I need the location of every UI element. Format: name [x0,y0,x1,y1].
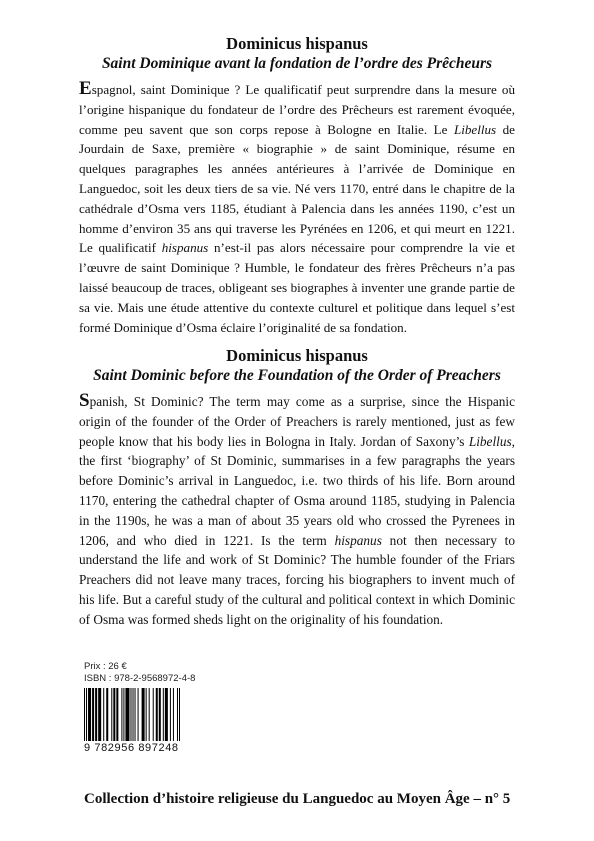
barcode-bar [135,688,136,744]
summary-text-run: panish, St Dominic? The term may come as a surprise, since the Hispanic origin of the founder of the Order of Preachers is rarely mentioned, just as few people know that his body lies in Bologna in Italy. Jordan of Saxony’s [79,394,515,449]
barcode-bar [130,688,131,744]
barcode-digits: 9 782956 897248 [84,741,184,754]
barcode-bar [86,688,87,744]
barcode-bar [159,688,161,744]
barcode-bar [170,688,171,744]
italic-term: hispanus [334,532,382,548]
price-isbn-block [84,661,195,685]
barcode-bar [165,688,168,744]
english-drop-cap: S [79,390,90,411]
barcode-bar [173,688,174,744]
barcode-bar [116,688,118,744]
barcode-bar [92,688,94,744]
barcode-bar [179,688,180,744]
summary-text-run: n’est-il pas alors nécessaire pour comprendre la vie et l’œuvre de saint Dominique ? Humble, le fondateur des frères Prêcheurs n’a pas laissé beaucoup de traces, obligeant ses biographes à inventer une grande partie de sa vie. Mais une étude attentive du contexte culturel et politique dans lequel s’est formé Dominique d’Osma éclaire l’originalité de sa fondation. [79,240,515,335]
barcode-bar [106,688,108,744]
barcode-bar [84,688,85,744]
barcode-bar [103,688,104,744]
barcode-bar [153,688,154,744]
barcode-bar [123,688,124,744]
barcode-bar [121,688,122,744]
english-title: Dominicus hispanus [226,346,368,365]
summary-text-run: , the first ‘biography’ of St Dominic, summarises in a few paragraphs the years before Dominic’s arrival in Languedoc, i.e. two thirds of his life. Born around 1170, entering the cathedral chapter of Osma around 1185, studying in Palencia in the 1190s, he was a man of about 35 years old who crossed the Pyrenees in 1206, and who died in 1221. Is the term [79,433,515,548]
summary-text-run: not then necessary to understand the life and work of St Dominic? The humble founder of the Friars Preachers did not leave many traces, forcing his biographers to invent much of his life. But a careful study of the cultural and political context in which Dominic of Osma was formed sheds light on the originality of his foundation. [79,532,515,627]
barcode-bar [177,688,178,744]
barcode-bar [163,688,164,744]
french-subtitle: Saint Dominique avant la fondation de l’ordre des Prêcheurs [101,55,493,72]
french-summary-section [79,34,515,337]
italic-term: Libellus [468,433,512,449]
barcode-bar [125,688,129,744]
english-summary-text [79,392,515,630]
barcode-bar [146,688,147,744]
barcode-bar [133,688,134,744]
barcode-bar [113,688,115,744]
collection-title: Collection d’histoire religieuse du Languedoc au Moyen Âge – n° 5 [84,791,511,807]
barcode-bar [156,688,158,744]
barcode-bar [142,688,145,744]
isbn-label: ISBN : 978-2-9568972-4-8 [84,673,196,684]
summary-text-run: de Jourdain de Saxe, première « biographie » de saint Dominique, résume en quelques paragraphes les années antérieures à l’arrivée de Dominique en Languedoc, soit les deux tiers de sa vie. Né vers 1170, entré dans le chapitre de la cathédrale d’Osma vers 1185, étudiant à Palencia dans les années 1190, c’est un homme d’environ 35 ans qui traverse les Pyrénées en 1206, et qui meurt en 1221. Le qualificatif [79,121,515,256]
barcode-bar [111,688,112,744]
italic-term: Libellus [453,121,497,137]
price-label: Prix : 26 € [84,661,127,672]
french-summary-text [79,80,515,337]
barcode-bar [98,688,101,744]
barcode-bar [95,688,97,744]
barcode-bar [138,688,139,744]
italic-term: hispanus [161,240,209,256]
summary-text-run: spagnol, saint Dominique ? Le qualificatif peut surprendre dans la mesure où l’origine hispanique du fondateur de l’ordre des Prêcheurs est rarement évoquée, comme peu savent que son corps repose à Bologne en Italie. Le [79,82,515,137]
english-summary-section [79,346,515,630]
barcode-bar [149,688,150,744]
english-subtitle: Saint Dominic before the Foundation of the Order of Preachers [93,367,501,384]
french-drop-cap: E [79,78,92,99]
barcode-bar [88,688,91,744]
barcode-bars [84,688,180,744]
french-title: Dominicus hispanus [226,34,368,53]
